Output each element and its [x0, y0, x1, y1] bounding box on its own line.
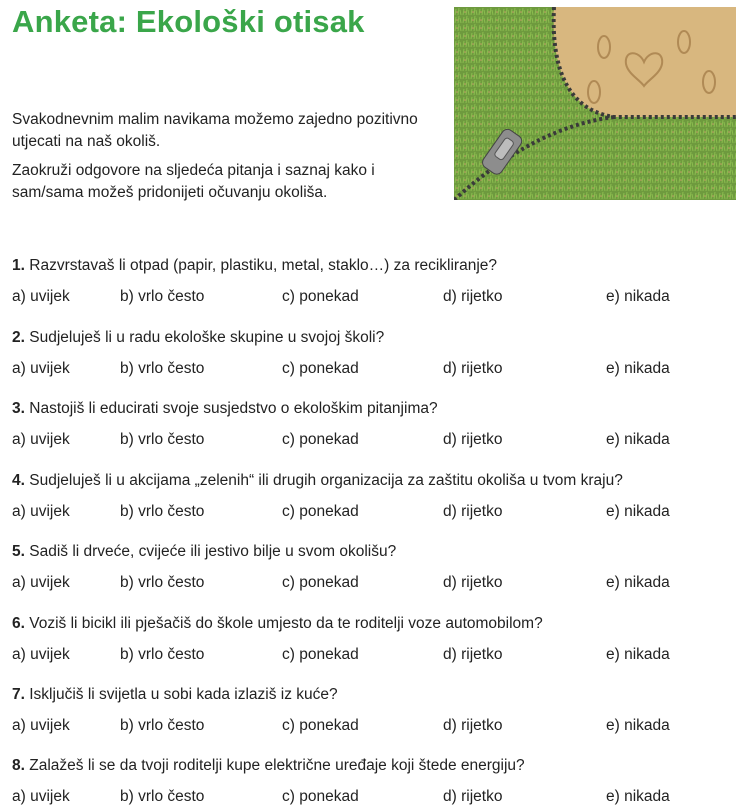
question-number: 8.	[12, 757, 25, 774]
answer-option-d[interactable]: d) rijetko	[443, 503, 503, 520]
answer-option-d[interactable]: d) rijetko	[443, 288, 503, 305]
answer-option-c[interactable]: c) ponekad	[282, 360, 359, 377]
question-3	[12, 400, 742, 418]
question-1	[12, 257, 742, 275]
answer-option-c[interactable]: c) ponekad	[282, 503, 359, 520]
question-text: Sudjeluješ li u radu ekološke skupine u svojoj školi?	[29, 329, 385, 346]
answer-option-d[interactable]: d) rijetko	[443, 788, 503, 805]
answer-row-6	[0, 646, 740, 668]
question-number: 3.	[12, 400, 25, 417]
question-text: Isključiš li svijetla u sobi kada izlaziš iz kuće?	[29, 686, 338, 703]
answer-option-a[interactable]: a) uvijek	[12, 360, 70, 377]
question-text: Zalažeš li se da tvoji roditelji kupe električne uređaje koji štede energiju?	[29, 757, 525, 774]
answer-option-b[interactable]: b) vrlo često	[120, 574, 205, 591]
question-7	[12, 686, 742, 704]
answer-option-e[interactable]: e) nikada	[606, 431, 670, 448]
answer-option-e[interactable]: e) nikada	[606, 717, 670, 734]
answer-option-d[interactable]: d) rijetko	[443, 646, 503, 663]
answer-option-a[interactable]: a) uvijek	[12, 574, 70, 591]
answer-option-e[interactable]: e) nikada	[606, 288, 670, 305]
question-number: 4.	[12, 472, 25, 489]
answer-row-2	[0, 360, 740, 382]
question-2	[12, 329, 742, 347]
question-number: 2.	[12, 329, 25, 346]
question-5	[12, 543, 742, 561]
answer-option-d[interactable]: d) rijetko	[443, 431, 503, 448]
answer-option-e[interactable]: e) nikada	[606, 360, 670, 377]
answer-option-b[interactable]: b) vrlo često	[120, 788, 205, 805]
answer-option-b[interactable]: b) vrlo često	[120, 288, 205, 305]
answer-row-7	[0, 717, 740, 739]
answer-row-1	[0, 288, 740, 310]
answer-option-b[interactable]: b) vrlo često	[120, 431, 205, 448]
answer-option-c[interactable]: c) ponekad	[282, 288, 359, 305]
answer-option-b[interactable]: b) vrlo često	[120, 717, 205, 734]
page-title: Anketa: Ekološki otisak	[12, 4, 365, 39]
answer-option-b[interactable]: b) vrlo često	[120, 360, 205, 377]
question-4	[12, 472, 742, 490]
question-8	[12, 757, 742, 775]
question-number: 5.	[12, 543, 25, 560]
answer-option-a[interactable]: a) uvijek	[12, 503, 70, 520]
answer-option-a[interactable]: a) uvijek	[12, 717, 70, 734]
answer-option-a[interactable]: a) uvijek	[12, 646, 70, 663]
question-number: 6.	[12, 615, 25, 632]
answer-option-c[interactable]: c) ponekad	[282, 788, 359, 805]
answer-option-a[interactable]: a) uvijek	[12, 431, 70, 448]
answer-row-4	[0, 503, 740, 525]
answer-row-3	[0, 431, 740, 453]
answer-option-d[interactable]: d) rijetko	[443, 574, 503, 591]
zipper-grass-sand-illustration	[454, 7, 736, 200]
question-text: Sadiš li drveće, cvijeće ili jestivo bilje u svom okolišu?	[29, 543, 397, 560]
answer-row-5	[0, 574, 740, 596]
answer-option-e[interactable]: e) nikada	[606, 646, 670, 663]
answer-option-c[interactable]: c) ponekad	[282, 646, 359, 663]
intro-paragraph-1: Svakodnevnim malim navikama možemo zajedno pozitivno utjecati na naš okoliš.	[12, 111, 418, 150]
answer-option-a[interactable]: a) uvijek	[12, 288, 70, 305]
answer-option-e[interactable]: e) nikada	[606, 574, 670, 591]
question-6	[12, 615, 742, 633]
answer-option-c[interactable]: c) ponekad	[282, 574, 359, 591]
question-text: Razvrstavaš li otpad (papir, plastiku, metal, staklo…) za recikliranje?	[29, 257, 498, 274]
answer-option-c[interactable]: c) ponekad	[282, 717, 359, 734]
question-text: Voziš li bicikl ili pješačiš do škole umjesto da te roditelji voze automobilom?	[29, 615, 543, 632]
question-text: Nastojiš li educirati svoje susjedstvo o ekološkim pitanjima?	[29, 400, 438, 417]
answer-option-c[interactable]: c) ponekad	[282, 431, 359, 448]
answer-option-d[interactable]: d) rijetko	[443, 717, 503, 734]
question-text: Sudjeluješ li u akcijama „zelenih“ ili drugih organizacija za zaštitu okoliša u tvom kraju?	[29, 472, 623, 489]
answer-option-e[interactable]: e) nikada	[606, 503, 670, 520]
intro-paragraph-2: Zaokruži odgovore na sljedeća pitanja i saznaj kako i sam/sama možeš pridonijeti očuvanju okoliša.	[12, 162, 375, 201]
question-number: 7.	[12, 686, 25, 703]
question-number: 1.	[12, 257, 25, 274]
answer-option-e[interactable]: e) nikada	[606, 788, 670, 805]
answer-option-a[interactable]: a) uvijek	[12, 788, 70, 805]
answer-option-d[interactable]: d) rijetko	[443, 360, 503, 377]
answer-option-b[interactable]: b) vrlo često	[120, 646, 205, 663]
answer-option-b[interactable]: b) vrlo često	[120, 503, 205, 520]
